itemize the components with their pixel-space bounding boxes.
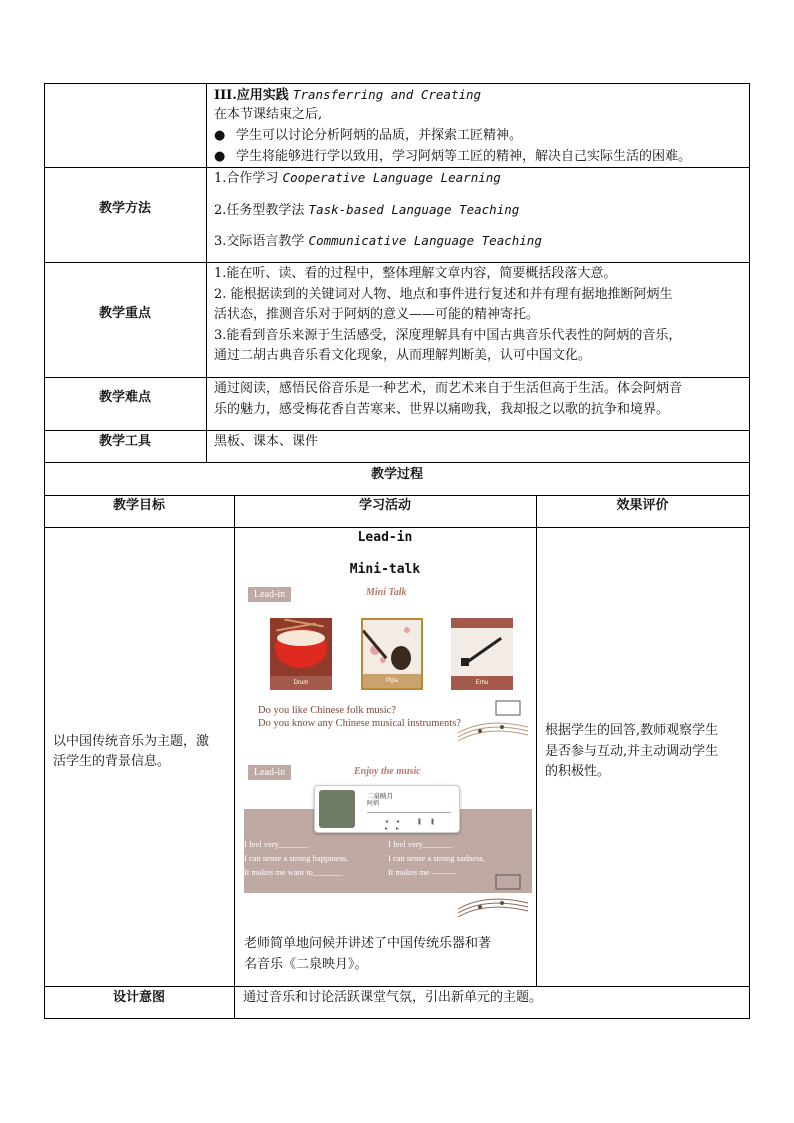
progress-bar[interactable] bbox=[367, 812, 451, 813]
music-player-card bbox=[314, 785, 460, 833]
section-intro: 在本节课结束之后, bbox=[214, 107, 323, 122]
difficulty-line: 通过阅读，感悟民俗音乐是一种艺术，而艺术来自于生活但高于生活。体会阿炳音 bbox=[214, 381, 683, 396]
intent-value: 通过音乐和讨论活跃课堂气氛，引出新单元的主题。 bbox=[243, 990, 543, 1005]
focus-line: 2. 能根据读到的关键词对人物、地点和事件进行复述和并有理有据地推断阿炳生 bbox=[214, 287, 673, 302]
bullet-icon: ● bbox=[214, 128, 226, 143]
slide-title: Mini Talk bbox=[366, 587, 407, 598]
drum-image bbox=[270, 618, 332, 690]
instrument-caption: Pipa bbox=[363, 674, 421, 688]
activity-title-minitalk: Mini-talk bbox=[349, 562, 421, 577]
focus-label: 教学重点 bbox=[98, 306, 151, 321]
method-item-2: 2.任务型教学法 Task-based Language Teaching bbox=[214, 202, 520, 218]
player-controls[interactable]: ◂◂ ❚❚ ▸▸ bbox=[385, 818, 443, 832]
bullet-item-1: ● 学生可以讨论分析阿炳的品质，并探索工匠精神。 bbox=[214, 126, 522, 146]
feel-line: It makes me want to_______ bbox=[244, 867, 343, 877]
instrument-caption: Erhu bbox=[451, 676, 513, 690]
music-notes-icon bbox=[456, 871, 530, 919]
evaluation-line: 的积极性。 bbox=[545, 764, 611, 779]
tools-value: 黑板、课本、课件 bbox=[214, 434, 319, 449]
method-item-1: 1.合作学习 Cooperative Language Learning bbox=[214, 170, 501, 186]
difficulty-line: 乐的魅力，感受梅花香自苦寒来、世界以痛吻我，我却报之以歌的抗争和境界。 bbox=[214, 402, 670, 417]
header-goal: 教学目标 bbox=[112, 498, 165, 513]
bullet-icon: ● bbox=[214, 149, 226, 164]
activity-title-leadin: Lead-in bbox=[357, 530, 413, 545]
goal-line: 活学生的背景信息。 bbox=[53, 754, 171, 769]
erhu-image bbox=[451, 618, 513, 690]
method-item-3: 3.交际语言教学 Communicative Language Teaching bbox=[214, 233, 542, 249]
question-text: Do you know any Chinese musical instruments? bbox=[258, 718, 461, 729]
slide-title: Enjoy the music bbox=[354, 766, 421, 777]
activity-desc-line: 老师简单地问候并讲述了中国传统乐器和著 bbox=[244, 936, 492, 951]
evaluation-line: 根据学生的回答,教师观察学生 bbox=[545, 723, 719, 738]
intent-label: 设计意图 bbox=[112, 990, 165, 1005]
question-text: Do you like Chinese folk music? bbox=[258, 705, 396, 716]
song-artist: 阿炳 bbox=[367, 800, 380, 807]
focus-line: 1.能在听、读、看的过程中，整体理解文章内容，简要概括段落大意。 bbox=[214, 266, 617, 281]
song-title: 二泉映月 bbox=[367, 792, 393, 800]
album-cover bbox=[319, 790, 355, 828]
methods-label: 教学方法 bbox=[98, 201, 151, 216]
evaluation-line: 是否参与互动,并主动调动学生 bbox=[545, 744, 719, 759]
feel-line: I feel very_______ bbox=[244, 839, 309, 849]
feel-line: I can sense a strong sadness. bbox=[388, 853, 485, 863]
focus-line: 活状态，推测音乐对于阿炳的意义——可能的精神寄托。 bbox=[214, 307, 540, 322]
header-evaluation: 效果评价 bbox=[616, 498, 669, 513]
slide-enjoy-music bbox=[244, 761, 532, 921]
tools-label: 教学工具 bbox=[98, 434, 151, 449]
instrument-caption: Drum bbox=[270, 676, 332, 690]
feel-line: I can sense a strong happiness. bbox=[244, 853, 349, 863]
slide-tag: Lead-in bbox=[248, 765, 291, 780]
difficulty-label: 教学难点 bbox=[98, 390, 151, 405]
slide-mini-talk bbox=[244, 583, 532, 745]
erhu-icon bbox=[451, 628, 513, 676]
activity-desc-line: 名音乐《二泉映月》。 bbox=[244, 957, 368, 972]
process-title: 教学过程 bbox=[370, 467, 423, 482]
feel-line: I feel very_______ bbox=[388, 839, 453, 849]
drum-icon bbox=[270, 618, 332, 676]
focus-line: 3.能看到音乐来源于生活感受，深度理解具有中国古典音乐代表性的阿炳的音乐， bbox=[214, 328, 682, 343]
bullet-item-2: ● 学生将能够进行学以致用，学习阿炳等工匠的精神，解决自己实际生活的困难。 bbox=[214, 147, 691, 167]
section-heading: III.应用实践 Transferring and Creating bbox=[214, 87, 482, 103]
pipa-image bbox=[361, 618, 423, 690]
pipa-icon bbox=[363, 620, 421, 674]
music-notes-icon bbox=[456, 697, 530, 743]
goal-line: 以中国传统音乐为主题，激 bbox=[53, 734, 210, 749]
header-activity: 学习活动 bbox=[358, 498, 411, 513]
focus-line: 通过二胡古典音乐看文化现象，从而理解判断美，认可中国文化。 bbox=[214, 348, 592, 363]
feel-line: It makes me ——— bbox=[388, 867, 458, 877]
slide-tag: Lead-in bbox=[248, 587, 291, 602]
